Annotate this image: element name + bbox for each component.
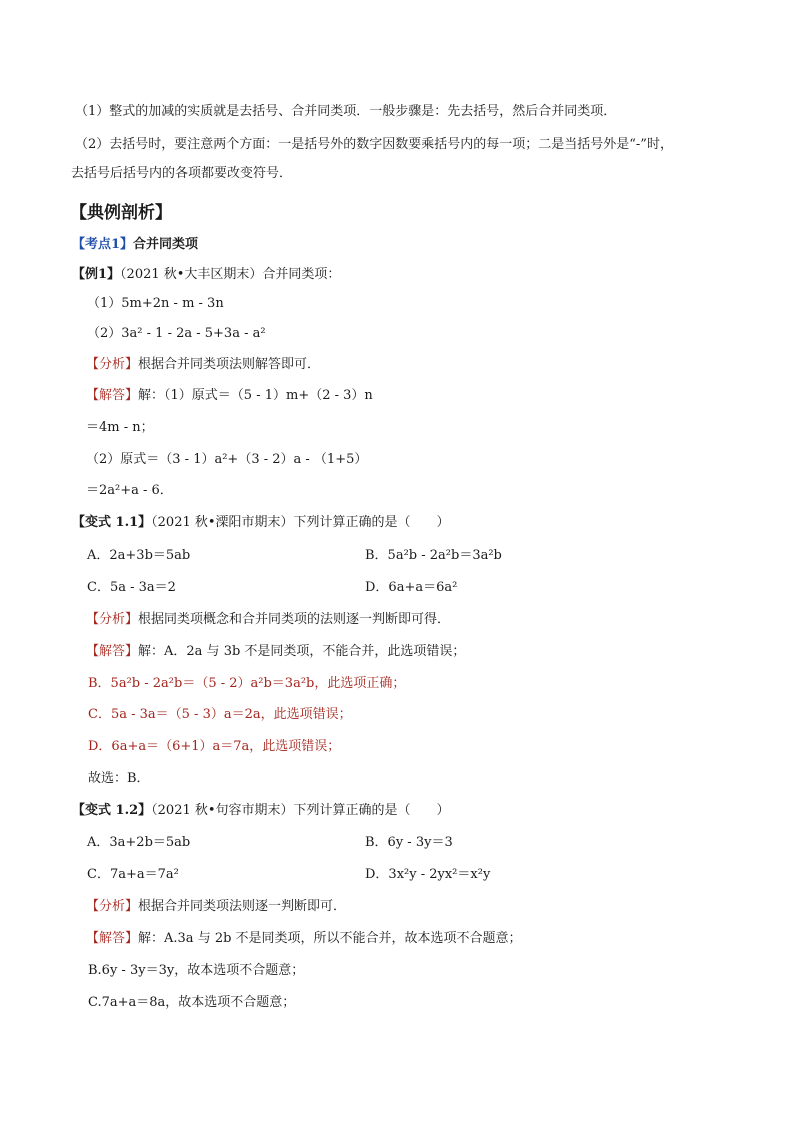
answer-tag: 【解答】 (86, 931, 139, 946)
analysis-tag: 【分析】 (86, 612, 139, 627)
analysis-tag: 【分析】 (86, 357, 139, 372)
variant1-tag: 【变式 1.1】 (72, 515, 152, 530)
answer-text: 解：A．2a 与 3b 不是同类项，不能合并，此选项错误； (138, 644, 466, 659)
variant1-heading (72, 514, 450, 532)
analysis-tag: 【分析】 (86, 899, 139, 914)
variant2-option-d: D．3x²y - 2yx²＝x²y (365, 867, 491, 882)
intro-paragraph-1: （1）整式的加减的实质就是去括号、合并同类项．一般步骤是：先去括号，然后合并同类项． (75, 104, 617, 119)
answer-tag: 【解答】 (86, 388, 139, 403)
variant1-source: （2021 秋•溧阳市期末）下列计算正确的是（ ） (151, 515, 450, 530)
variant1-answer-line-4: D．6a+a＝（6+1）a＝7a，此选项错误； (88, 739, 341, 754)
analysis-text: 根据同类项概念和合并同类项的法则逐一判断即可得． (138, 612, 451, 627)
variant2-answer-line-1 (86, 930, 522, 948)
variant1-option-a: A．2a+3b＝5ab (87, 548, 191, 563)
variant1-option-c: C．5a - 3a＝2 (87, 580, 176, 595)
example1-analysis (86, 356, 320, 374)
example1-answer-line-1 (86, 387, 373, 405)
variant2-option-a: A．3a+2b＝5ab (87, 835, 191, 850)
example1-heading (72, 266, 340, 284)
variant2-tag: 【变式 1.2】 (72, 803, 152, 818)
analysis-text: 根据合并同类项法则逐一判断即可． (138, 899, 347, 914)
analysis-text: 根据合并同类项法则解答即可． (138, 357, 321, 372)
variant1-answer-line-3: C．5a - 3a＝（5 - 3）a＝2a，此选项错误； (88, 707, 352, 722)
variant2-answer-line-3: C.7a+a＝8a，故本选项不合题意； (88, 995, 296, 1010)
variant2-option-b: B．6y - 3y＝3 (365, 835, 453, 850)
variant2-source: （2021 秋•句容市期末）下列计算正确的是（ ） (151, 803, 450, 818)
example1-answer-line-3: （2）原式＝（3 - 1）a²+（3 - 2）a - （1+5） (86, 452, 368, 467)
example1-answer-line-2: ＝4m - n； (86, 420, 154, 435)
intro-paragraph-3: 去括号后括号内的各项都要改变符号． (71, 166, 293, 181)
variant2-option-c: C．7a+a＝7a² (87, 867, 179, 882)
example1-question-1: （1）5m+2n - m - 3n (87, 296, 224, 311)
variant2-answer-line-2: B.6y - 3y＝3y，故本选项不合题意； (88, 963, 305, 978)
intro-paragraph-2: （2）去括号时，要注意两个方面：一是括号外的数字因数要乘括号内的每一项；二是当括号外是“-”时， (75, 137, 673, 152)
answer-text: 解：（1）原式＝（5 - 1）m+（2 - 3）n (138, 388, 373, 403)
kaodian-heading (72, 236, 198, 254)
variant1-answer-line-2: B．5a²b - 2a²b＝（5 - 2）a²b＝3a²b，此选项正确； (88, 676, 406, 691)
example1-answer-line-4: ＝2a²+a - 6． (86, 483, 173, 498)
variant1-answer-line-5: 故选：B． (88, 771, 150, 786)
kaodian-label: 合并同类项 (133, 237, 199, 252)
example1-tag: 【例1】 (72, 267, 121, 282)
answer-tag: 【解答】 (86, 644, 139, 659)
section-title: 【典例剖析】 (70, 203, 172, 223)
variant2-analysis (86, 898, 346, 916)
kaodian-tag: 【考点1】 (72, 237, 134, 252)
variant1-analysis (86, 611, 450, 629)
example1-question-2: （2）3a² - 1 - 2a - 5+3a - a² (87, 326, 266, 341)
example1-source: （2021 秋•大丰区期末）合并同类项： (120, 267, 341, 282)
variant2-heading (72, 802, 450, 820)
answer-text: 解：A.3a 与 2b 不是同类项，所以不能合并，故本选项不合题意； (138, 931, 522, 946)
variant1-answer-line-1 (86, 643, 465, 661)
variant1-option-b: B．5a²b - 2a²b＝3a²b (365, 548, 502, 563)
variant1-option-d: D．6a+a＝6a² (365, 580, 458, 595)
